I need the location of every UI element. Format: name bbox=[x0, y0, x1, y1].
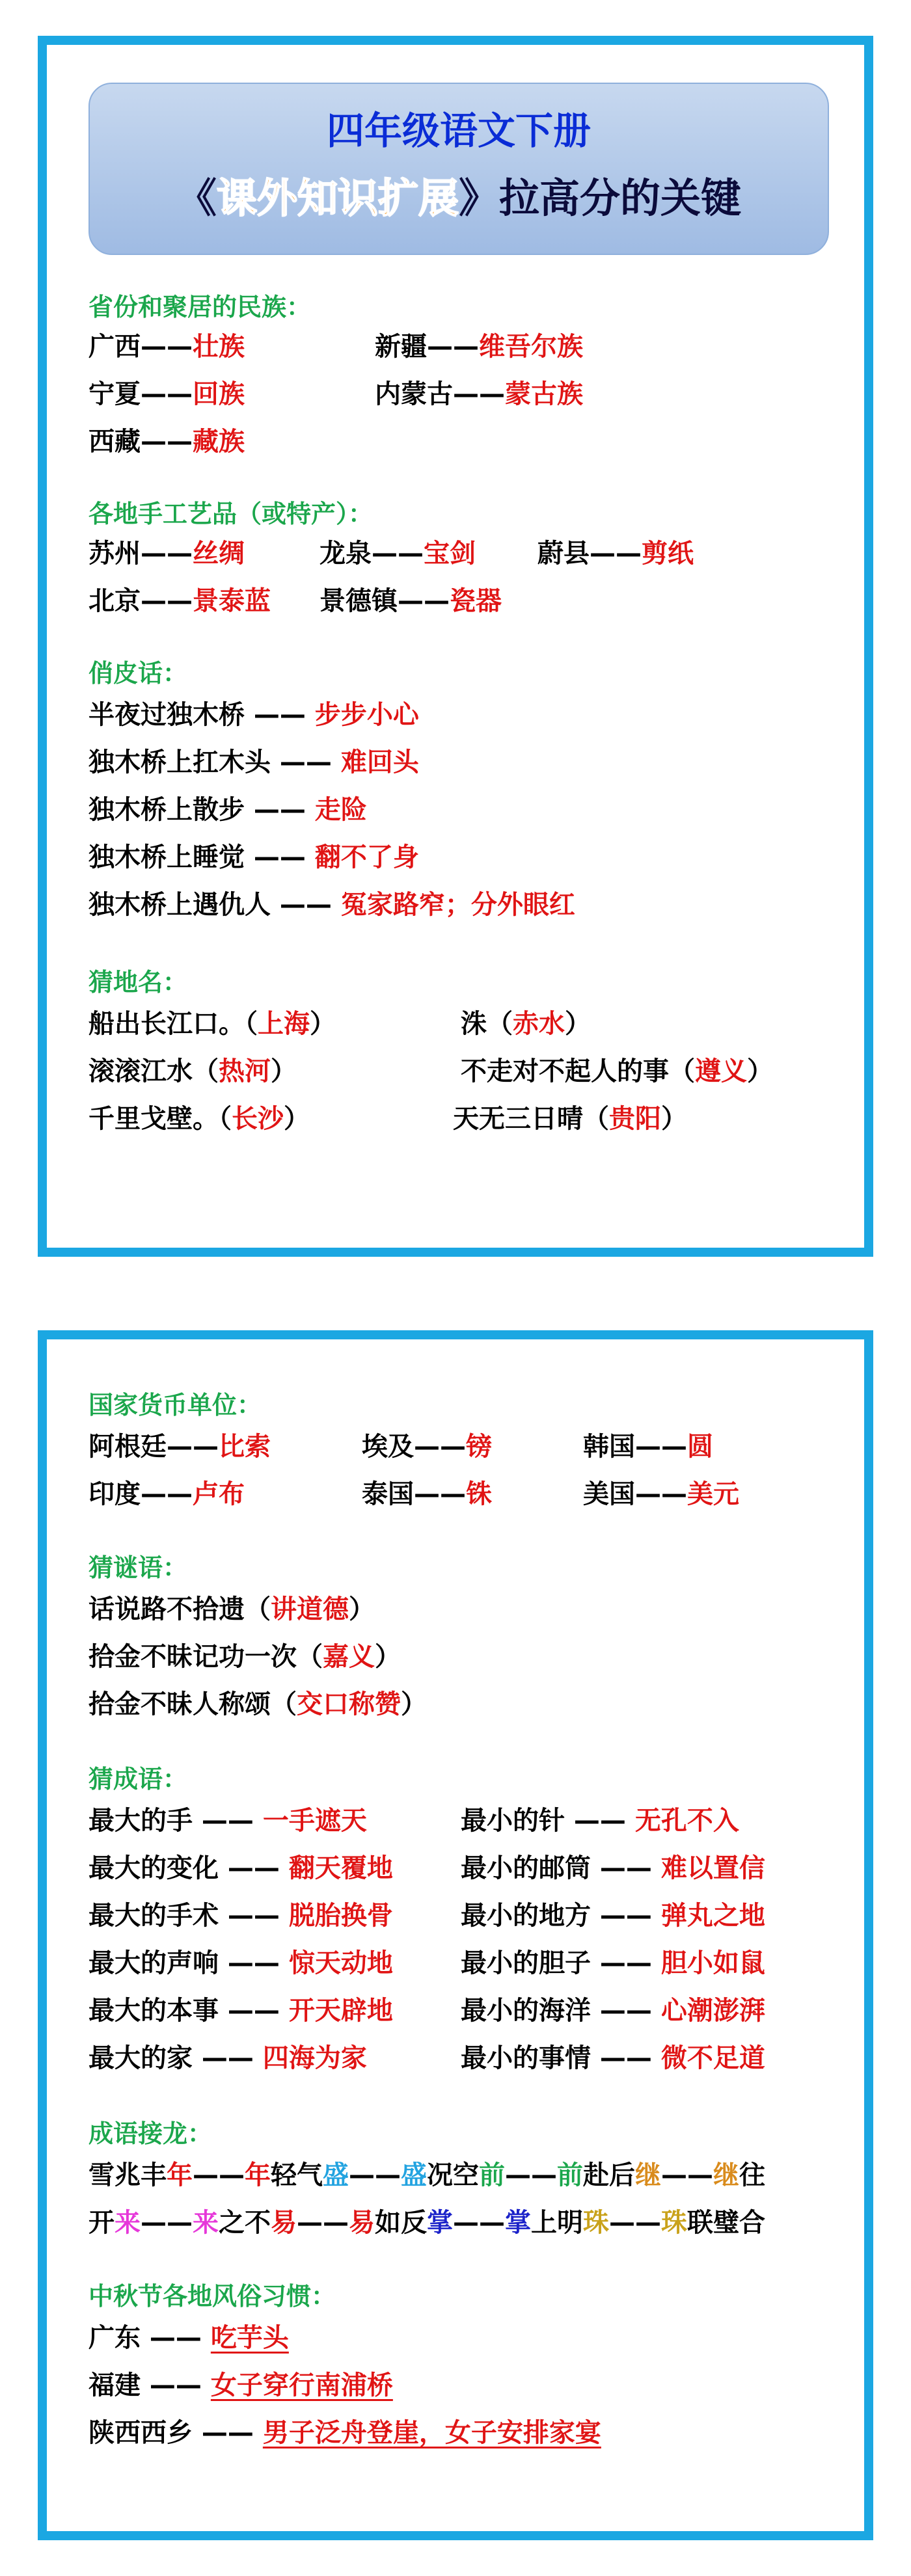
list-item bbox=[88, 1098, 845, 1144]
dash: —— bbox=[219, 1948, 289, 1978]
question-text: 最大的本事 bbox=[88, 1996, 219, 2026]
answer-text: 壮族 bbox=[193, 332, 245, 362]
question-text: 话说路不拾遗（ bbox=[88, 1594, 271, 1624]
dash: —— bbox=[661, 2160, 713, 2190]
chain-link: 盛 bbox=[323, 2160, 349, 2190]
answer-text: 女子穿行南浦桥 bbox=[210, 2370, 393, 2400]
chain-link: 来 bbox=[193, 2208, 219, 2238]
dash: —— bbox=[167, 1432, 219, 1462]
list-item bbox=[88, 2317, 845, 2363]
question-text: 最小的地方 bbox=[461, 1901, 591, 1931]
list-item bbox=[88, 742, 845, 787]
list-item bbox=[88, 837, 845, 882]
list-item bbox=[88, 1847, 845, 1893]
dash: —— bbox=[505, 2160, 557, 2190]
chain-link: 掌 bbox=[505, 2208, 531, 2238]
place-label: 陕西西乡 bbox=[88, 2418, 193, 2448]
list-item bbox=[88, 1684, 845, 1729]
list-item bbox=[88, 1942, 845, 1988]
dash: —— bbox=[245, 842, 315, 872]
question-text: 最小的事情 bbox=[461, 2043, 591, 2073]
place-label: 蔚县 bbox=[537, 539, 590, 569]
dash: —— bbox=[193, 2043, 263, 2073]
dash: —— bbox=[141, 2370, 211, 2400]
question-text: 千里戈壁。（ bbox=[88, 1104, 232, 1134]
panel-top bbox=[38, 36, 873, 1257]
list-item bbox=[88, 1051, 845, 1096]
chain-text: 赴后 bbox=[583, 2160, 635, 2190]
answer-text: 卢布 bbox=[193, 1479, 245, 1509]
answer-text: 冤家路窄；分外眼红 bbox=[340, 890, 575, 920]
dash: —— bbox=[245, 795, 315, 825]
paren-close: ） bbox=[565, 1009, 591, 1039]
list-item bbox=[88, 326, 845, 371]
answer-text: 赤水 bbox=[513, 1009, 565, 1039]
dash: —— bbox=[453, 2208, 505, 2238]
place-label: 西藏 bbox=[88, 427, 141, 457]
chain-text: 况空 bbox=[427, 2160, 479, 2190]
list-item bbox=[88, 421, 845, 466]
dash: —— bbox=[372, 539, 424, 569]
answer-text: 微不足道 bbox=[660, 2043, 765, 2073]
question-text: 不走对不起人的事（ bbox=[461, 1056, 695, 1086]
dash: —— bbox=[427, 332, 479, 362]
question-text: 半夜过独木桥 bbox=[88, 700, 245, 730]
answer-text: 一手遮天 bbox=[262, 1806, 367, 1836]
list-item bbox=[88, 1003, 845, 1049]
dash: —— bbox=[565, 1806, 635, 1836]
question-text: 最小的海洋 bbox=[461, 1996, 591, 2026]
chain-text: 如反 bbox=[375, 2208, 427, 2238]
answer-text: 弹丸之地 bbox=[660, 1901, 765, 1931]
dash: —— bbox=[141, 586, 193, 616]
answer-text: 宝剑 bbox=[424, 539, 476, 569]
dash: —— bbox=[141, 379, 193, 409]
answer-text: 藏族 bbox=[193, 427, 245, 457]
question-text: 独木桥上睡觉 bbox=[88, 842, 245, 872]
answer-text: 上海 bbox=[258, 1009, 310, 1039]
dash: —— bbox=[591, 1996, 661, 2026]
question-text: 最大的声响 bbox=[88, 1948, 219, 1978]
panel-bottom bbox=[38, 1330, 873, 2540]
answer-text: 脱胎换骨 bbox=[288, 1901, 393, 1931]
answer-text: 比索 bbox=[219, 1432, 271, 1462]
answer-text: 惊天动地 bbox=[288, 1948, 393, 1978]
list-item bbox=[88, 1990, 845, 2035]
list-item bbox=[88, 1895, 845, 1940]
question-text: 最大的手 bbox=[88, 1806, 193, 1836]
chain-link: 珠 bbox=[583, 2208, 609, 2238]
header-banner bbox=[88, 83, 829, 255]
place-label: 宁夏 bbox=[88, 379, 141, 409]
chain-link: 年 bbox=[245, 2160, 271, 2190]
question-text: 最大的变化 bbox=[88, 1853, 219, 1883]
answer-text: 丝绸 bbox=[193, 539, 245, 569]
answer-text: 剪纸 bbox=[642, 539, 694, 569]
chain-link: 易 bbox=[271, 2208, 297, 2238]
dash: —— bbox=[297, 2208, 349, 2238]
dash: —— bbox=[591, 1901, 661, 1931]
answer-text: 难以置信 bbox=[660, 1853, 765, 1883]
chain-link: 继 bbox=[713, 2160, 739, 2190]
answer-text: 热河 bbox=[219, 1056, 271, 1086]
dash: —— bbox=[591, 1853, 661, 1883]
dash: —— bbox=[591, 1948, 661, 1978]
chain-text: 联璧合 bbox=[687, 2208, 765, 2238]
chain-link: 来 bbox=[115, 2208, 141, 2238]
dash: —— bbox=[635, 1432, 687, 1462]
chain-text: 轻气 bbox=[271, 2160, 323, 2190]
dash: —— bbox=[141, 332, 193, 362]
dash: —— bbox=[141, 2208, 193, 2238]
answer-text: 美元 bbox=[687, 1479, 739, 1509]
subtitle-open-quote: 《 bbox=[176, 174, 217, 222]
dash: —— bbox=[193, 1806, 263, 1836]
list-item bbox=[88, 533, 845, 578]
dash: —— bbox=[398, 586, 450, 616]
section-title-riddles: 猜谜语： bbox=[88, 1553, 188, 1582]
question-text: 最小的胆子 bbox=[461, 1948, 591, 1978]
dash: —— bbox=[271, 747, 341, 777]
answer-text: 瓷器 bbox=[450, 586, 502, 616]
dash: —— bbox=[609, 2208, 661, 2238]
question-text: 滚滚江水（ bbox=[88, 1056, 219, 1086]
section-title-xiehouyu: 俏皮话： bbox=[88, 659, 188, 688]
section-title-provinces: 省份和聚居的民族： bbox=[88, 293, 312, 321]
answer-text: 贵阳 bbox=[609, 1104, 661, 1134]
place-label: 新疆 bbox=[375, 332, 427, 362]
chain-link: 掌 bbox=[427, 2208, 453, 2238]
paren-close: ） bbox=[271, 1056, 297, 1086]
dash: —— bbox=[219, 1996, 289, 2026]
chain-link: 继 bbox=[635, 2160, 661, 2190]
dash: —— bbox=[141, 2323, 211, 2353]
dash: —— bbox=[635, 1479, 687, 1509]
place-label: 苏州 bbox=[88, 539, 141, 569]
answer-text: 男子泛舟登崖，女子安排家宴 bbox=[262, 2418, 601, 2448]
answer-text: 翻天覆地 bbox=[288, 1853, 393, 1883]
list-item bbox=[88, 1426, 845, 1471]
dash: —— bbox=[141, 539, 193, 569]
list-item bbox=[88, 694, 845, 740]
list-item bbox=[88, 884, 845, 930]
question-text: 最大的手术 bbox=[88, 1901, 219, 1931]
chain-link: 年 bbox=[167, 2160, 193, 2190]
question-text: 拾金不昧人称颂（ bbox=[88, 1689, 297, 1719]
dash: —— bbox=[349, 2160, 401, 2190]
list-item bbox=[88, 1800, 845, 1845]
section-title-festival: 中秋节各地风俗习惯： bbox=[88, 2282, 336, 2311]
list-item bbox=[88, 2037, 845, 2083]
paren-close: ） bbox=[747, 1056, 773, 1086]
dash: —— bbox=[219, 1853, 289, 1883]
list-item bbox=[88, 373, 845, 419]
answer-text: 难回头 bbox=[340, 747, 419, 777]
section-title-currency: 国家货币单位： bbox=[88, 1391, 262, 1419]
chain-text: 往 bbox=[739, 2160, 765, 2190]
answer-text: 走险 bbox=[314, 795, 367, 825]
question-text: 拾金不昧记功一次（ bbox=[88, 1642, 323, 1672]
list-item bbox=[88, 2365, 845, 2410]
place-label: 阿根廷 bbox=[88, 1432, 167, 1462]
answer-text: 心潮澎湃 bbox=[660, 1996, 765, 2026]
answer-text: 四海为家 bbox=[262, 2043, 367, 2073]
chain-text: 开 bbox=[88, 2208, 115, 2238]
section-title-crafts: 各地手工艺品（或特产）： bbox=[88, 500, 374, 528]
dash: —— bbox=[141, 427, 193, 457]
answer-text: 圆 bbox=[687, 1432, 713, 1462]
answer-text: 吃芋头 bbox=[210, 2323, 289, 2353]
chain-link: 前 bbox=[557, 2160, 583, 2190]
answer-text: 铢 bbox=[466, 1479, 492, 1509]
answer-text: 蒙古族 bbox=[505, 379, 583, 409]
section-title-chain: 成语接龙： bbox=[88, 2119, 213, 2148]
place-label: 广东 bbox=[88, 2323, 141, 2353]
answer-text: 维吾尔族 bbox=[479, 332, 583, 362]
paren-close: ） bbox=[401, 1689, 427, 1719]
question-text: 独木桥上遇仇人 bbox=[88, 890, 271, 920]
paren-close: ） bbox=[310, 1009, 336, 1039]
chain-link: 易 bbox=[349, 2208, 375, 2238]
question-text: 洙（ bbox=[461, 1009, 513, 1039]
answer-text: 景泰蓝 bbox=[193, 586, 271, 616]
answer-text: 讲道德 bbox=[271, 1594, 349, 1624]
dash: —— bbox=[141, 1479, 193, 1509]
answer-text: 交口称赞 bbox=[297, 1689, 401, 1719]
place-label: 韩国 bbox=[583, 1432, 635, 1462]
chain-line-1 bbox=[88, 2154, 845, 2200]
dash: —— bbox=[414, 1432, 466, 1462]
answer-text: 开天辟地 bbox=[288, 1996, 393, 2026]
list-item bbox=[88, 580, 845, 626]
paren-close: ） bbox=[349, 1594, 375, 1624]
place-label: 龙泉 bbox=[320, 539, 372, 569]
place-label: 印度 bbox=[88, 1479, 141, 1509]
place-label: 美国 bbox=[583, 1479, 635, 1509]
question-text: 最大的家 bbox=[88, 2043, 193, 2073]
dash: —— bbox=[193, 2418, 263, 2448]
question-text: 最小的邮筒 bbox=[461, 1853, 591, 1883]
chain-link: 盛 bbox=[401, 2160, 427, 2190]
dash: —— bbox=[271, 890, 341, 920]
dash: —— bbox=[193, 2160, 245, 2190]
list-item bbox=[88, 2412, 845, 2458]
paren-close: ） bbox=[661, 1104, 687, 1134]
paren-close: ） bbox=[284, 1104, 310, 1134]
answer-text: 步步小心 bbox=[314, 700, 419, 730]
subtitle-highlight: 课外知识扩展 bbox=[216, 174, 459, 222]
dash: —— bbox=[453, 379, 505, 409]
chain-text: 雪兆丰 bbox=[88, 2160, 167, 2190]
page-title: 四年级语文下册 bbox=[326, 109, 591, 153]
list-item bbox=[88, 1636, 845, 1682]
section-title-place-riddles: 猜地名： bbox=[88, 968, 188, 997]
chain-text: 之不 bbox=[219, 2208, 271, 2238]
section-title-idioms: 猜成语： bbox=[88, 1765, 188, 1793]
place-label: 泰国 bbox=[362, 1479, 414, 1509]
question-text: 独木桥上扛木头 bbox=[88, 747, 271, 777]
dash: —— bbox=[245, 700, 315, 730]
chain-line-2 bbox=[88, 2202, 845, 2247]
chain-text: 上明 bbox=[531, 2208, 583, 2238]
answer-text: 翻不了身 bbox=[314, 842, 419, 872]
dash: —— bbox=[219, 1901, 289, 1931]
place-label: 福建 bbox=[88, 2370, 141, 2400]
dash: —— bbox=[591, 2043, 661, 2073]
dash: —— bbox=[414, 1479, 466, 1509]
page-subtitle bbox=[90, 167, 828, 230]
question-text: 天无三日晴（ bbox=[453, 1104, 609, 1134]
answer-text: 嘉义 bbox=[323, 1642, 375, 1672]
dash: —— bbox=[590, 539, 642, 569]
paren-close: ） bbox=[375, 1642, 401, 1672]
answer-text: 长沙 bbox=[232, 1104, 284, 1134]
list-item bbox=[88, 1589, 845, 1634]
place-label: 广西 bbox=[88, 332, 141, 362]
place-label: 内蒙古 bbox=[375, 379, 453, 409]
place-label: 景德镇 bbox=[320, 586, 398, 616]
chain-link: 前 bbox=[479, 2160, 505, 2190]
subtitle-rest: 》拉高分的关键 bbox=[459, 174, 742, 222]
answer-text: 无孔不入 bbox=[634, 1806, 739, 1836]
answer-text: 遵义 bbox=[695, 1056, 747, 1086]
chain-link: 珠 bbox=[661, 2208, 687, 2238]
answer-text: 镑 bbox=[466, 1432, 492, 1462]
question-text: 独木桥上散步 bbox=[88, 795, 245, 825]
question-text: 最小的针 bbox=[461, 1806, 565, 1836]
list-item bbox=[88, 1473, 845, 1519]
place-label: 埃及 bbox=[362, 1432, 414, 1462]
list-item bbox=[88, 789, 845, 835]
answer-text: 回族 bbox=[193, 379, 245, 409]
question-text: 船出长江口。（ bbox=[88, 1009, 258, 1039]
answer-text: 胆小如鼠 bbox=[660, 1948, 765, 1978]
place-label: 北京 bbox=[88, 586, 141, 616]
